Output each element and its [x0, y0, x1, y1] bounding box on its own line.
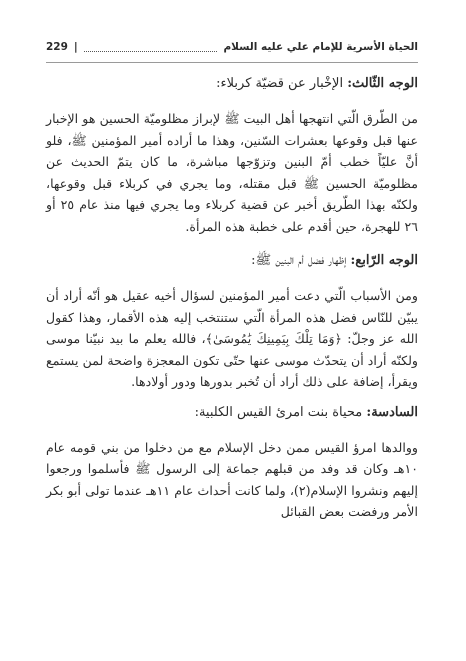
paragraph-sixth: ووالدها امرؤ القيس ممن دخل الإسلام مع من دخلوا من بني قومه عام ١٠هـ وكان قد وفد من قبلهم جماعة إلى الرسول ﷺ فأسلموا ورجعوا إليهم ونشروا الإسلام(٢)، ولما كانت أحداث عام ١١هـ عندما تولى أبو بكر الأمر ورفضت بعض القبائل — [46, 439, 418, 519]
header-separator: | — [73, 41, 78, 53]
heading-label: الوجه الرّابع: — [350, 253, 418, 268]
header-dot-leader — [84, 42, 218, 52]
section-heading-third-aspect — [46, 74, 418, 94]
heading-text: إظهار فضل أم البنين ﷺ: — [251, 253, 351, 268]
header-title: الحياة الأسرية للإمام علي عليه السلام — [223, 41, 418, 53]
heading-label: الوجه الثّالث: — [347, 76, 418, 91]
heading-text: محياة بنت امرئ القيس الكلبية: — [194, 404, 367, 420]
page-body — [46, 74, 418, 537]
section-heading-sixth — [46, 403, 418, 423]
page-number: 229 — [46, 41, 68, 53]
heading-label: السادسة: — [366, 404, 418, 420]
paragraph-fourth-aspect: ومن الأسباب الّتي دعت أمير المؤمنين لسؤال أخيه عقيل هو أنّه أراد أن يبيّن للنّاس فضل هذه المرأة الّتي ستنتخب إليه هذه الأقمار، وهذا كقول الله عز وجلّ: ﴿وَمَا تِلْكَ بِيَمِينِكَ يَٰمُوسَىٰ﴾، فالله يعلم ما بيد نبيّنا موسى ولكنّه أراد أن يتحدّث موسى عنها حتّى تكون المعجزة واضحة لمن يستمع ويقرأ، إضافة على ذلك أراد أن تُخبر بدورها ودور أولادها. — [46, 288, 418, 389]
heading-text: الإخْبار عن قضيّة كربلاء: — [216, 76, 348, 91]
section-heading-fourth-aspect — [46, 251, 418, 271]
paragraph-third-aspect: من الطّرق الّتي انتهجها أهل البيت ﷺ لإبراز مظلوميّة الحسين هو الإخبار عنها قبل وقوعها بعشرات السّنين، وهذا ما أراده أمير المؤمنين ﷺ، فلو أنَّ عليّاً خطب أمّ البنين وتزوّجها مباشرة، ما كان يتمّ الحديث عن مظلوميّة الحسين ﷺ قبل مقتله، وما يجري في كربلاء قبل وقوعها، ولكنّه بهذا الطّريق أخبر عن قضية كربلاء وما يجري فيها منذ عام ٢٥ أو ٢٦ للهجرة، حين أقدم على خطبة هذه المرأة. — [46, 111, 418, 234]
running-header — [46, 38, 418, 63]
